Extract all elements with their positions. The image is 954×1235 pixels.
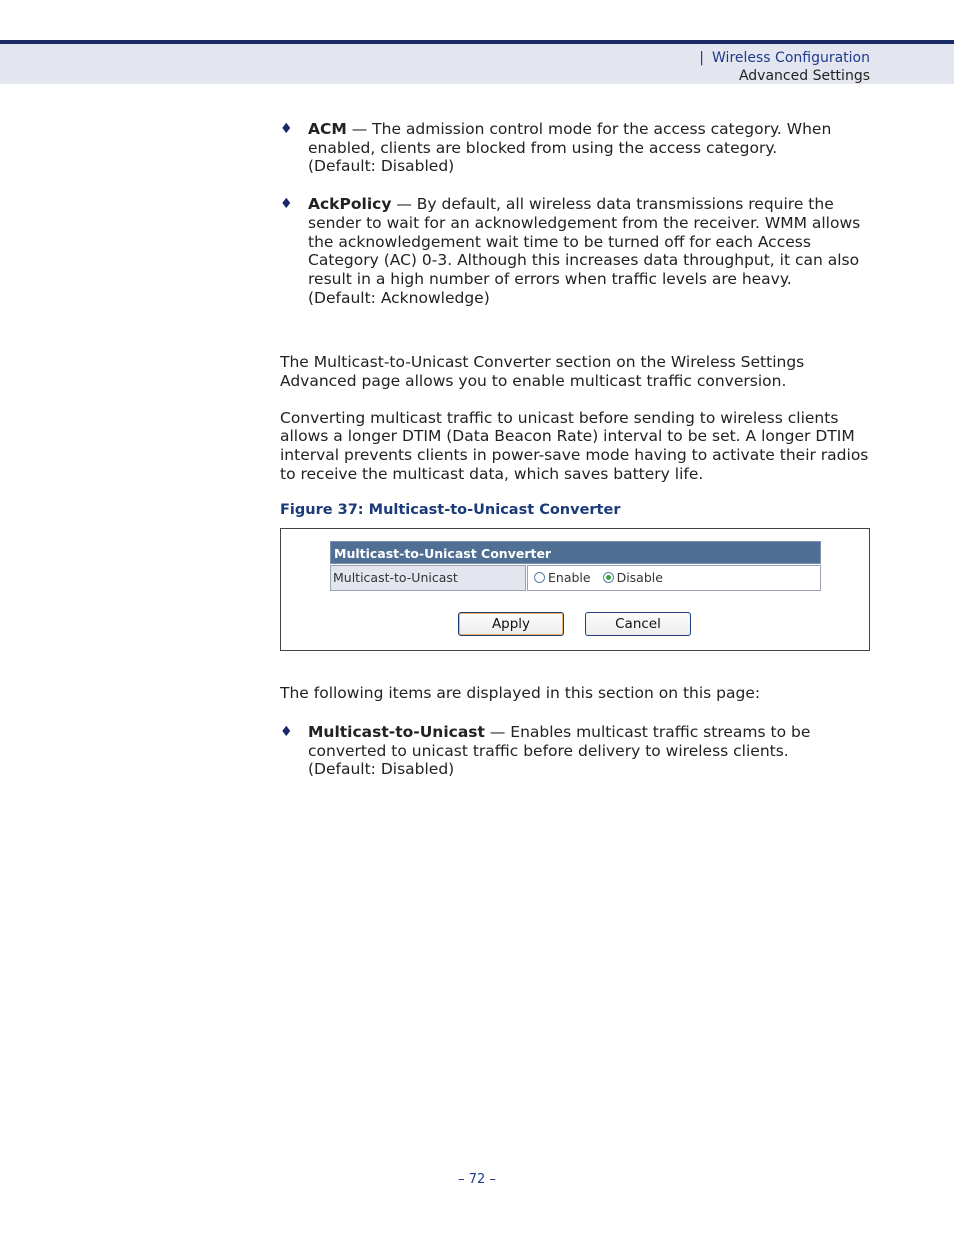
diamond-bullet-icon: ♦ [280, 723, 293, 740]
diamond-bullet-icon: ♦ [280, 121, 293, 137]
dtim-paragraph: Converting multicast traffic to unicast before sending to wireless clients allows a longer DTIM (Data Beacon Rate) interval to be set. A longer DTIM interval prevents clients in power-save mode having to activate their radios to receive the multicast data, which saves battery life. [280, 408, 869, 483]
bullet-default: (Default: Disabled) [308, 760, 455, 779]
header-subsection: Advanced Settings [738, 68, 870, 84]
page-header [0, 40, 954, 84]
following-items-text: The following items are displayed in this section on this page: [280, 684, 761, 703]
bullet-default: (Default: Disabled) [308, 157, 455, 176]
bullet-text: — By default, all wireless data transmissions require the sender to wait for an acknowledgement from the receiver. WMM allows the acknowledgement wait time to be turned off for each Access Category (AC) 0-3. Although this increases data throughput, it can also result in a high number of errors when traffic levels are heavy. [308, 195, 861, 288]
disable-radio[interactable] [603, 572, 614, 583]
header-section[interactable]: Wireless Configuration [712, 50, 870, 66]
header-breadcrumb [699, 49, 870, 85]
bullet-default: (Default: Acknowledge) [308, 288, 490, 307]
diamond-bullet-icon: ♦ [280, 196, 293, 213]
intro-paragraph: The Multicast-to-Unicast Converter section on the Wireless Settings Advanced page allows you to enable multicast traffic conversion. [280, 353, 805, 391]
apply-button[interactable]: Apply [458, 612, 564, 636]
disable-radio-label[interactable]: Disable [616, 570, 663, 586]
bullet-acm [280, 120, 870, 176]
bullet-term: Multicast-to-Unicast [308, 722, 485, 741]
enable-radio[interactable] [534, 572, 545, 583]
bullet-term: AckPolicy [308, 195, 392, 214]
bullet-multicast-to-unicast [280, 723, 870, 779]
figure-screenshot [280, 528, 870, 651]
figure-caption: Figure 37: Multicast-to-Unicast Converter [280, 501, 621, 518]
bullet-text: — Enables multicast traffic streams to be converted to unicast traffic before delivery to wireless clients. [308, 722, 811, 760]
multicast-row [330, 565, 821, 591]
page-content [280, 120, 870, 779]
bullet-ackpolicy [280, 195, 870, 307]
row-value [527, 565, 821, 591]
bullet-term: ACM [308, 120, 347, 138]
enable-radio-label[interactable]: Enable [548, 570, 591, 586]
cancel-button[interactable]: Cancel [585, 612, 691, 636]
page-number: – 72 – [458, 1172, 496, 1187]
header-separator: | [699, 50, 705, 66]
panel-title: Multicast-to-Unicast Converter [330, 541, 821, 564]
bullet-text: — The admission control mode for the access category. When enabled, clients are blocked from using the access category. [308, 120, 832, 157]
row-label: Multicast-to-Unicast [330, 565, 526, 591]
